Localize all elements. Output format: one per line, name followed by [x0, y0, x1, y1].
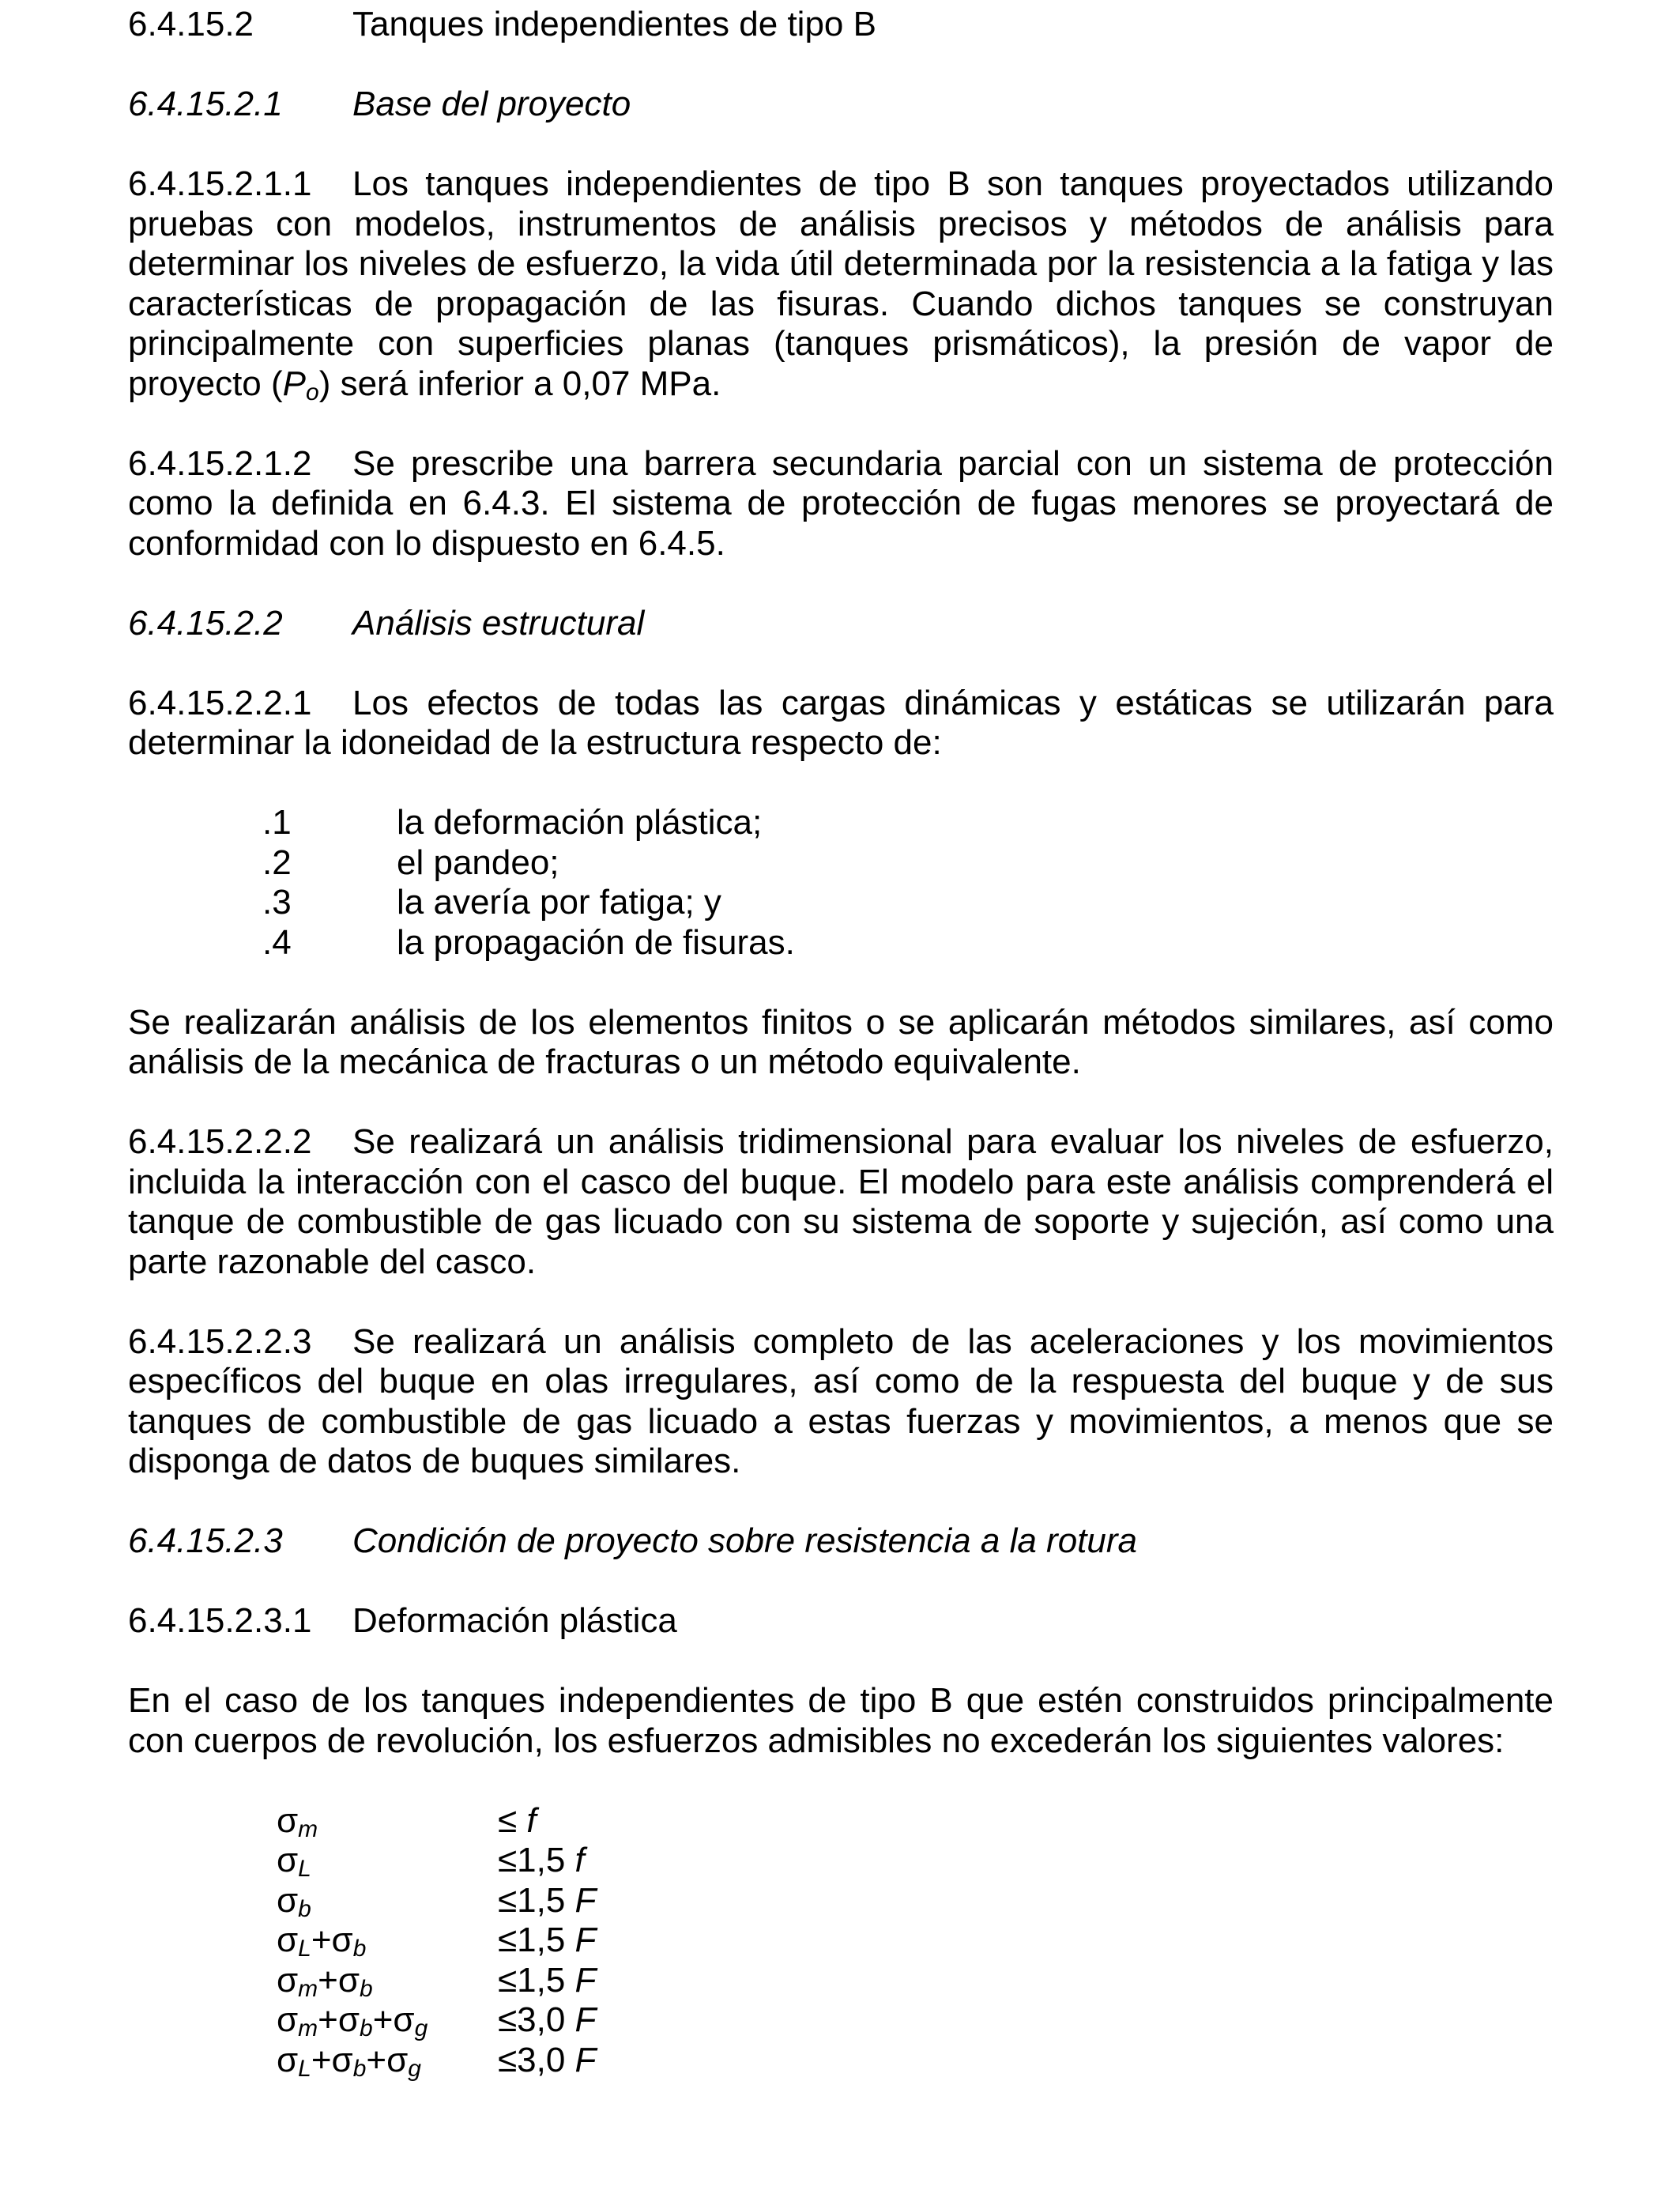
stress-symbol-subscript: g [408, 2055, 421, 2082]
stress-variable: f [526, 1800, 537, 1840]
stress-factor: 1,5 [517, 1960, 575, 2000]
list-item-number: .4 [262, 922, 292, 962]
stress-limit [498, 2000, 596, 2041]
stress-row [277, 1881, 1554, 1921]
stress-symbol-subscript: L [298, 2055, 311, 2082]
document-page [128, 5, 1554, 2080]
list-item-text: el pandeo; [397, 843, 559, 882]
stress-symbol-base: σ [277, 2040, 299, 2079]
stress-symbol-subscript: b [298, 1895, 311, 1922]
stress-symbol-base: σ [277, 1841, 299, 1879]
stress-symbol-base: σ [277, 2000, 299, 2039]
paragraph [128, 684, 1554, 763]
stress-symbol-subscript: b [360, 2015, 373, 2041]
symbol: P [282, 364, 306, 403]
stress-row [277, 1961, 1554, 2001]
stress-variable: F [574, 2040, 597, 2079]
stress-operator: ≤ [498, 2000, 518, 2039]
list-item-text: la avería por fatiga; y [397, 883, 721, 922]
paragraph [128, 1003, 1554, 1083]
stress-symbol-base: σ [277, 1800, 299, 1840]
stress-symbol-base: +σ [318, 1960, 360, 2000]
paragraph [128, 1122, 1554, 1282]
stress-symbol-subscript: m [298, 1975, 318, 2002]
stress-symbol-subscript: L [298, 1936, 311, 1962]
list-item-text: la propagación de fisuras. [397, 922, 795, 962]
paragraph-text: Los efectos de todas las cargas dinámicas y estáticas se utilizarán para determinar la idoneidad de la estructura respecto de: [128, 683, 1554, 762]
paragraph [128, 444, 1554, 564]
allowable-stress-list [277, 1801, 1554, 2081]
stress-symbol-base: σ [277, 1960, 299, 2000]
stress-symbol [277, 1961, 498, 2001]
paragraph-number: 6.4.15.2.2.2 [128, 1122, 312, 1161]
paragraph-text: Se realizará un análisis completo de las aceleraciones y los movimientos específicos del buque en olas irregulares, así como de la respuesta del buque y de sus tanques de combustible de gas licuado a estas fuerzas y movimientos, a menos que se disponga de datos de buques similares. [128, 1321, 1554, 1480]
list-item [262, 923, 1554, 963]
stress-variable: F [574, 1960, 597, 2000]
stress-factor: 1,5 [517, 1921, 575, 1959]
stress-operator: ≤ [498, 1800, 527, 1840]
list-item [262, 803, 1554, 843]
section-title: Tanques independientes de tipo B [352, 5, 876, 43]
stress-symbol-base: +σ [311, 1921, 353, 1959]
list-item [262, 843, 1554, 884]
stress-row [277, 1841, 1554, 1881]
stress-symbol [277, 1801, 498, 1842]
stress-symbol-base: +σ [372, 2000, 415, 2039]
stress-symbol-subscript: m [298, 2015, 318, 2041]
paragraph [128, 164, 1554, 404]
paragraph-number: 6.4.15.2.2.1 [128, 683, 312, 722]
stress-limit [498, 1801, 537, 1842]
paragraph-text: ) será inferior a 0,07 MPa. [318, 364, 721, 403]
stress-symbol [277, 1921, 498, 1961]
section-title: Condición de proyecto sobre resistencia a la rotura [352, 1521, 1137, 1560]
stress-limit [498, 1961, 596, 2001]
stress-factor: 1,5 [517, 1880, 575, 1920]
paragraph-text: En el caso de los tanques independientes de tipo B que estén construidos principalmente con cuerpos de revolución, los esfuerzos admisibles no excederán los siguientes valores: [128, 1681, 1554, 1760]
paragraph [128, 1322, 1554, 1482]
subsection-heading [128, 85, 1554, 125]
subsection-heading [128, 604, 1554, 644]
subsection-heading [128, 1521, 1554, 1562]
stress-limit [498, 2041, 596, 2081]
numbered-list [262, 803, 1554, 963]
stress-symbol-base: +σ [318, 2000, 360, 2039]
stress-symbol-subscript: b [352, 2055, 367, 2082]
subscript: o [306, 379, 319, 405]
section-number: 6.4.15.2.3 [128, 1521, 283, 1560]
stress-symbol-subscript: m [298, 1815, 318, 1842]
stress-symbol-subscript: b [352, 1936, 367, 1962]
stress-symbol [277, 1841, 498, 1881]
stress-variable: F [574, 1921, 597, 1959]
stress-variable: F [574, 1880, 597, 1920]
stress-symbol-subscript: b [360, 1975, 373, 2002]
paragraph [128, 1681, 1554, 1761]
stress-variable: f [574, 1841, 585, 1879]
paragraph-number: 6.4.15.2.1.1 [128, 164, 312, 203]
stress-row [277, 2000, 1554, 2041]
stress-symbol-base: +σ [311, 2040, 353, 2079]
stress-operator: ≤ [498, 1841, 518, 1879]
section-title: Análisis estructural [352, 603, 645, 643]
stress-operator: ≤ [498, 1880, 518, 1920]
stress-operator: ≤ [498, 2040, 518, 2079]
list-item-number: .1 [262, 803, 292, 842]
stress-variable: F [574, 2000, 597, 2039]
stress-limit [498, 1921, 596, 1961]
stress-symbol-subscript: g [414, 2015, 428, 2041]
stress-factor: 3,0 [517, 2040, 575, 2079]
paragraph-text: Se realizarán análisis de los elementos finitos o se aplicarán métodos similares, así como análisis de la mecánica de fracturas o un método equivalente. [128, 1002, 1554, 1081]
stress-symbol [277, 1881, 498, 1921]
section-title: Deformación plástica [352, 1601, 677, 1640]
stress-row [277, 1921, 1554, 1961]
stress-operator: ≤ [498, 1960, 518, 2000]
section-number: 6.4.15.2.1 [128, 85, 283, 123]
stress-symbol-base: +σ [366, 2040, 409, 2079]
section-title: Base del proyecto [352, 85, 631, 123]
stress-factor: 3,0 [517, 2000, 575, 2039]
list-item [262, 883, 1554, 923]
stress-symbol [277, 2041, 498, 2081]
paragraph-text: Los tanques independientes de tipo B son tanques proyectados utilizando pruebas con modelos, instrumentos de análisis precisos y métodos de análisis para determinar los niveles de esfuerzo, la vida útil determinada por la resistencia a la fatiga y las características de propagación de las fisuras. Cuando dichos tanques se construyan principalmente con superficies planas (tanques prismáticos), la presión de vapor de proyecto ( [128, 164, 1554, 403]
section-number: 6.4.15.2.2 [128, 603, 283, 643]
paragraph-number: 6.4.15.2.2.3 [128, 1321, 312, 1361]
stress-symbol-subscript: L [298, 1856, 311, 1882]
list-item-text: la deformación plástica; [397, 803, 763, 842]
stress-symbol-base: σ [277, 1921, 299, 1959]
section-number: 6.4.15.2 [128, 5, 254, 43]
list-item-number: .3 [262, 883, 292, 922]
stress-symbol-base: σ [277, 1880, 299, 1920]
stress-row [277, 1801, 1554, 1842]
paragraph-number: 6.4.15.2.1.2 [128, 443, 312, 483]
stress-symbol [277, 2000, 498, 2041]
stress-row [277, 2041, 1554, 2081]
subsection-heading [128, 1601, 1554, 1642]
list-item-number: .2 [262, 843, 292, 882]
stress-factor: 1,5 [517, 1841, 575, 1879]
paragraph-text: Se realizará un análisis tridimensional para evaluar los niveles de esfuerzo, incluida la interacción con el casco del buque. El modelo para este análisis comprenderá el tanque de combustible de gas licuado con su sistema de soporte y sujeción, así como una parte razonable del casco. [128, 1122, 1554, 1281]
section-number: 6.4.15.2.3.1 [128, 1601, 312, 1640]
section-heading [128, 5, 1554, 45]
stress-limit [498, 1841, 585, 1881]
stress-operator: ≤ [498, 1921, 518, 1959]
stress-limit [498, 1881, 596, 1921]
paragraph-text: Se prescribe una barrera secundaria parcial con un sistema de protección como la definida en 6.4.3. El sistema de protección de fugas menores se proyectará de conformidad con lo dispuesto en 6.4.5. [128, 443, 1554, 563]
